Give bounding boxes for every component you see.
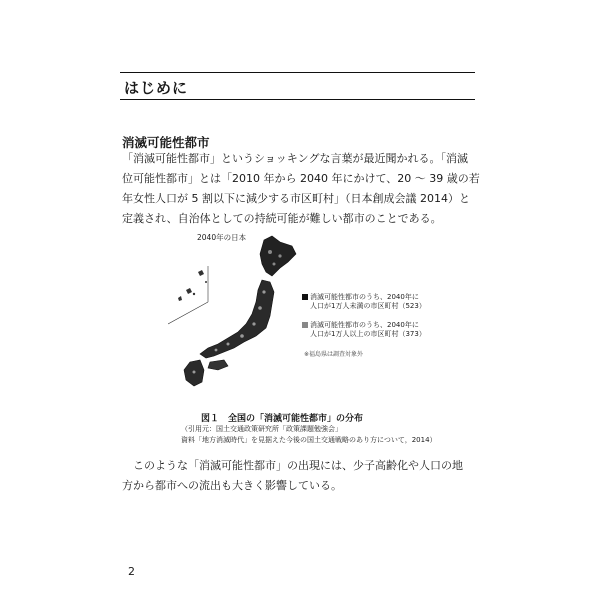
map-label: 2040年の日本 [197,233,247,242]
legend-text: 消滅可能性都市のうち、2040年に [310,293,419,301]
paragraph-line: このような「消滅可能性都市」の出現には、少子高齢化や人口の地 [122,459,463,472]
legend-text: 人口が1万人以上の市区町村（373） [310,330,426,338]
figure-source-line: 資料「地方消滅時代」を見据えた今後の国土交通戦略のあり方について，2014） [181,436,437,444]
paragraph-line: 定義され、自治体としての持続可能が難しい都市のことである。 [122,212,442,225]
hokkaido-shape [260,236,296,276]
paragraph-line: 「消滅可能性都市」というショッキングな言葉が最近聞かれる。「消滅 [122,152,468,165]
kyushu-shape [184,360,204,386]
paragraph-line: 方から都市への流出も大きく影響している。 [122,479,342,492]
japan-map [168,232,300,404]
legend-swatch-black [302,294,308,300]
paragraph-intro [122,149,482,229]
chapter-title: はじめに [124,79,189,97]
legend-note: ※福島県は調査対象外 [304,351,364,358]
shikoku-shape [208,360,228,370]
paragraph-followup [122,456,482,496]
page-number: 2 [128,565,135,578]
legend-item-over-10k [302,321,426,339]
legend-text: 人口が1万人未満の市区町村（523） [310,302,426,310]
okinawa-islands [168,266,208,324]
legend-item-under-10k [302,293,426,311]
paragraph-line: 位可能性都市」とは「2010 年から 2040 年にかけて、20 ～ 39 歳の若 [122,172,480,185]
section-title: 消滅可能性都市 [122,135,210,150]
figure-source-line: （引用元：国土交通政策研究所「政策課題勉強会」 [181,425,342,433]
legend-text: 消滅可能性都市のうち、2040年に [310,321,419,329]
figure-caption: 図１ 全国の「消滅可能性都市」の分布 [201,414,364,424]
chapter-rule-top [120,72,475,73]
legend-swatch-gray [302,322,308,328]
paragraph-line: 年女性人口が 5 割以下に減少する市区町村」（日本創成会議 2014）と [122,192,470,205]
honshu-shape [200,280,274,358]
chapter-rule-bottom [120,99,475,100]
